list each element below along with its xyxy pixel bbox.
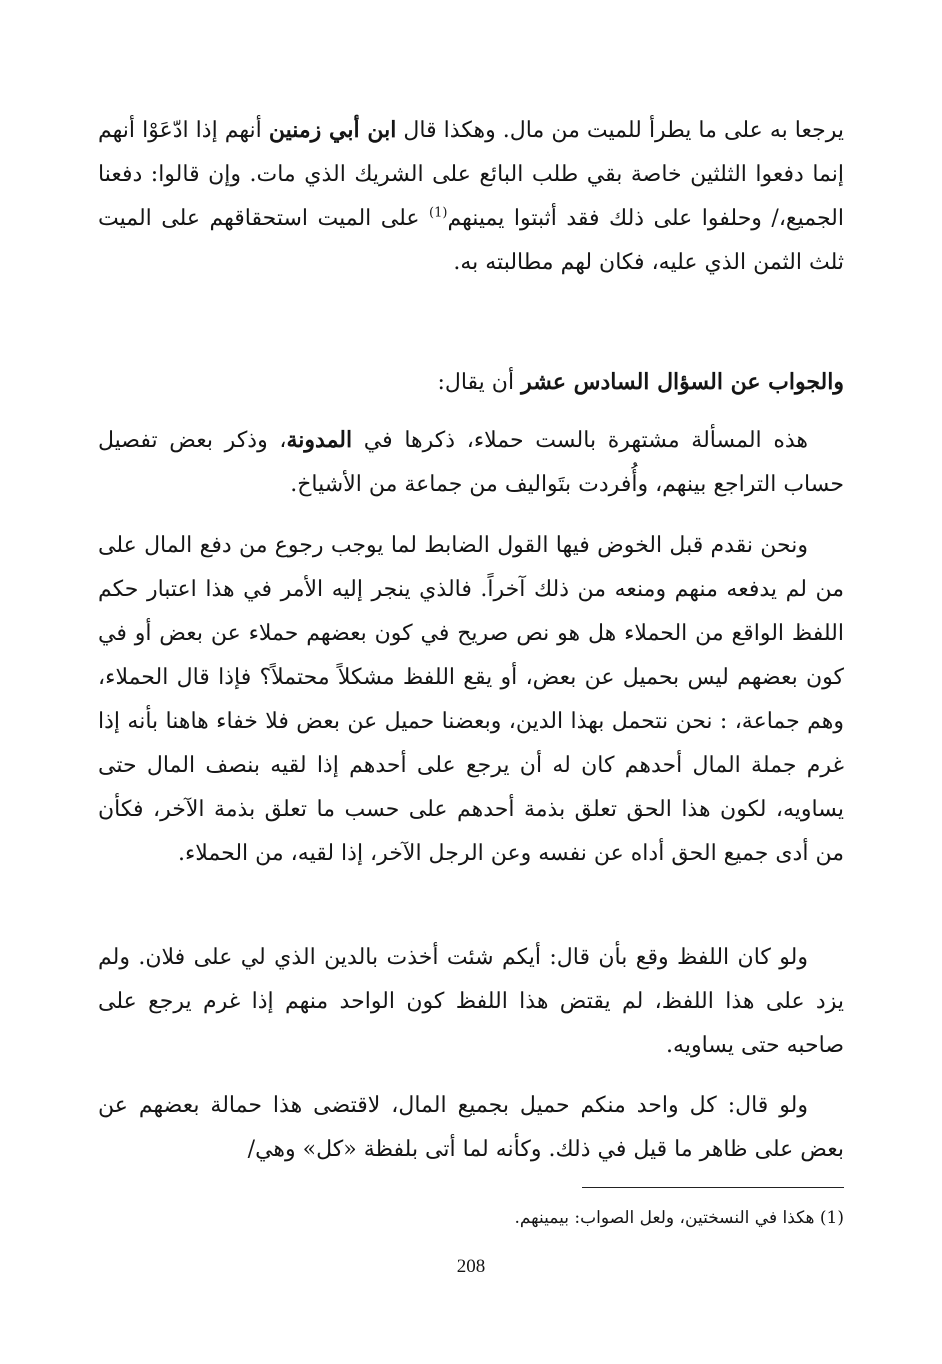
- footnote-number: (1): [819, 1208, 844, 1228]
- paragraph-2: [98, 418, 844, 507]
- footnote-text: هكذا في النسختين، ولعل الصواب: بيمينهم.: [514, 1208, 815, 1228]
- footnote: [98, 1203, 844, 1233]
- paragraph-2-text-a: هذه المسألة مشتهرة بالست حملاء، ذكرها في: [352, 428, 808, 453]
- paragraph-1-text-a: يرجعا به على ما يطرأ للميت من مال. وهكذا قال: [396, 118, 844, 143]
- paragraph-5: ولو قال: كل واحد منكم حميل بجميع المال، لاقتضى هذا حمالة بعضهم عن بعض على ظاهر ما قيل في ذلك. وكأنه لما أتى بلفظة «كل» وهي/: [98, 1093, 844, 1162]
- section-heading-bold: والجواب عن السؤال السادس عشر: [521, 369, 844, 395]
- paragraph-1-text-c: على الميت استحقاقهم على الميت ثلث الثمن الذي عليه، فكان لهم مطالبته به.: [98, 206, 844, 275]
- paragraph-1-bold-name: ابن أبي زمنين: [268, 117, 397, 143]
- page-number: 208: [456, 1256, 486, 1277]
- paragraph-1: [98, 108, 844, 285]
- section-heading-rest: أن يقال:: [437, 370, 522, 395]
- footnote-divider: [582, 1187, 844, 1188]
- paragraph-2-text-b: ، وذكر بعض تفصيل حساب التراجع بينهم، وأُفردت بتَواليف من جماعة من الأشياخ.: [98, 428, 844, 497]
- paragraph-2-bold-title: المدونة: [286, 427, 353, 453]
- section-heading: [98, 360, 844, 405]
- paragraph-4: ولو كان اللفظ وقع بأن قال: أيكم شئت أخذت بالدين الذي لي على فلان. ولم يزد على هذا اللفظ، لم يقتض هذا اللفظ كون الواحد منهم إذا غرم يرجع على صاحبه حتى يساويه.: [98, 945, 844, 1058]
- footnote-marker: (1): [429, 205, 448, 221]
- paragraph-3: ونحن نقدم قبل الخوض فيها القول الضابط لما يوجب رجوع من دفع المال على من لم يدفعه منهم ومنعه من ذلك آخراً. فالذي ينجر إليه الأمر في هذا اعتبار حكم اللفظ الواقع من الحملاء هل هو نص صريح في كون بعضهم حملاء عن بعض أو في كون بعضهم ليس بحميل عن بعض، أو يقع اللفظ مشكلاً محتملاً؟ فإذا قال الحملاء، وهم جماعة، : نحن نتحمل بهذا الدين، وبعضنا حميل عن بعض فلا خفاء هاهنا بأنه إذا غرم جملة المال أحدهم كان له أن يرجع على أحدهم إذا لقيه بنصف المال حتى يساويه، لكون هذا الحق تعلق بذمة أحدهم على حسب ما تعلق بذمة الآخر، فكأن من أدى جميع الحق أداه عن نفسه وعن الرجل الآخر، إذا لقيه، من الحملاء.: [98, 533, 844, 866]
- paragraph-1-text-b: أنهم إذا ادّعَوْا أنهم إنما دفعوا الثلثين خاصة بقي طلب البائع على الشريك الذي مات. وإن قالوا: دفعنا الجميع،/ وحلفوا على ذلك فقد أثبتوا يمينهم: [98, 118, 845, 231]
